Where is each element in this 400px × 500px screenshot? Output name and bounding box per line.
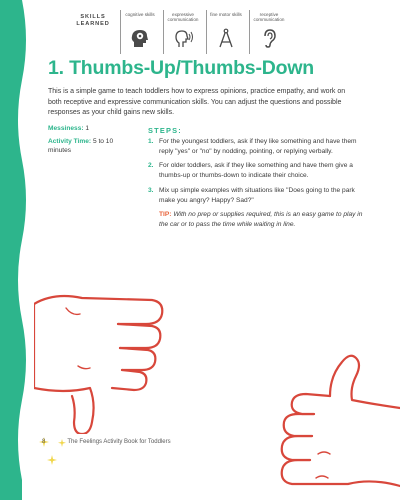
messiness-line [48, 124, 138, 134]
decorative-green-band [0, 0, 34, 500]
step-item [148, 186, 364, 205]
brain-head-icon [129, 27, 151, 49]
skill-name: receptive communication [253, 12, 285, 23]
thumbs-up-hand-illustration [252, 352, 400, 500]
step-number: 1. [148, 138, 154, 145]
speaking-head-icon [172, 27, 194, 49]
skill-name: fine motor skills [210, 12, 242, 17]
messiness-value: 1 [85, 125, 90, 132]
intro-paragraph: This is a simple game to teach toddlers how to express opinions, practice empathy, and work on both receptive and expressive communication skills. You can adjust the questions and possible responses as your child gains new skills. [48, 88, 346, 117]
skill-name: cognitive skills [125, 12, 155, 17]
activity-title: 1. Thumbs-Up/Thumbs-Down [48, 57, 315, 79]
compass-tool-icon [215, 27, 237, 49]
page-number: 8 [42, 439, 46, 445]
step-text: Mix up simple examples with situations like "Does going to the park make you angry? Happy? Sad?" [159, 186, 355, 204]
tip-label: TIP: [159, 211, 172, 219]
book-title: The Feelings Activity Book for Toddlers [67, 439, 171, 445]
page-footer [42, 439, 171, 445]
ear-icon [258, 27, 280, 49]
skill-name: expressive communication [167, 12, 199, 23]
steps-section [148, 126, 364, 230]
skill-expressive [163, 10, 202, 54]
steps-heading: STEPS: [148, 126, 182, 135]
step-number: 3. [148, 186, 154, 194]
messiness-label: Messiness: [48, 125, 84, 132]
activity-meta [48, 124, 138, 159]
skills-learned-header [70, 10, 288, 54]
skill-receptive [249, 10, 288, 54]
step-text: For the youngest toddlers, ask if they like something and have them reply "yes" or "no" by nodding, pointing, or replying verbally. [159, 138, 357, 155]
activity-time-line [48, 137, 138, 156]
thumbs-down-hand-illustration [34, 284, 194, 434]
step-number: 2. [148, 162, 154, 170]
tip-text: With no prep or supplies required, this is an easy game to play in the car or to pass the time while waiting in line. [159, 211, 363, 228]
skill-fine-motor [206, 10, 245, 54]
step-item [148, 137, 364, 156]
step-text: For older toddlers, ask if they like something and have them give a thumbs-up or thumbs-down to indicate their choice. [159, 162, 353, 180]
activity-time-label: Activity Time: [48, 137, 92, 145]
tip-box [148, 210, 364, 229]
skill-cognitive [120, 10, 159, 54]
skills-learned-label: SKILLS LEARNED [76, 14, 110, 27]
activity-time-value: 5 to 10 minutes [48, 137, 114, 155]
step-item [148, 161, 364, 180]
